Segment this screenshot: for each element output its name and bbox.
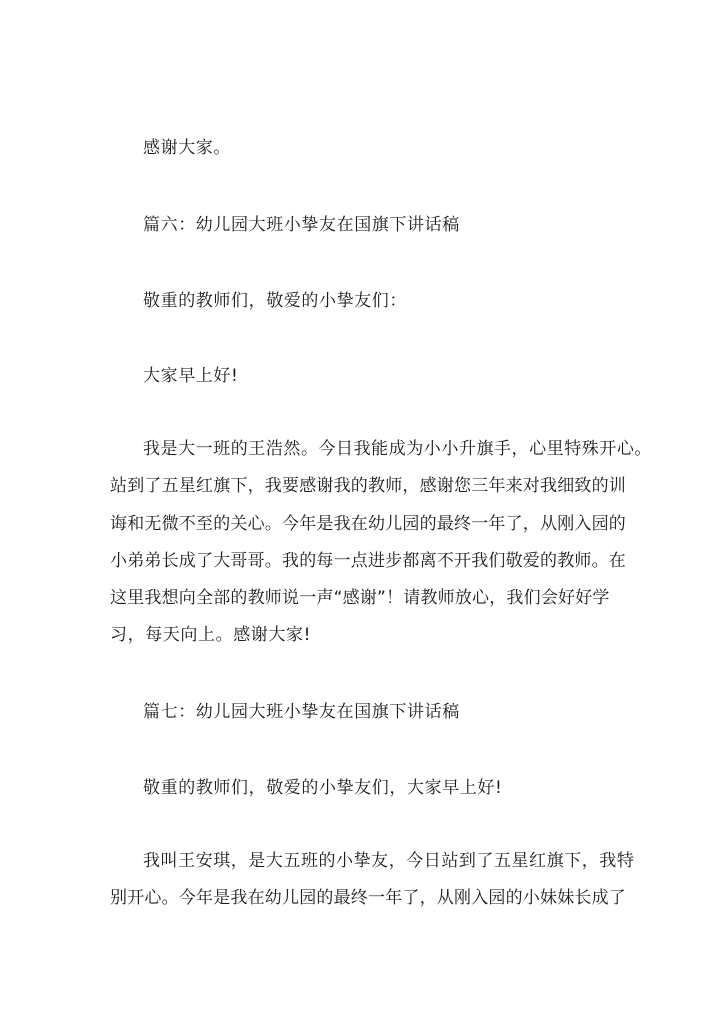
good-morning-paragraph: 大家早上好!	[143, 366, 239, 386]
speech-line: 我叫王安琪，是大五班的小挚友，今日站到了五星红旗下，我特	[143, 851, 635, 871]
speech-line: 站到了五星红旗下，我要感谢我的教师，感谢您三年来对我细致的训	[110, 476, 626, 496]
paragraph-thanks: 感谢大家。	[143, 138, 231, 158]
greeting-paragraph-2: 敬重的教师们，敬爱的小挚友们，大家早上好!	[143, 778, 503, 798]
speech-line: 这里我想向全部的教师说一声“感谢”！请教师放心，我们会好好学	[110, 588, 610, 608]
speech-line: 诲和无微不至的关心。今年是我在幼儿园的最终一年了，从刚入园的	[110, 514, 626, 534]
section-heading-6: 篇六：幼儿园大班小挚友在国旗下讲话稿	[143, 215, 460, 235]
section-heading-7: 篇七：幼儿园大班小挚友在国旗下讲话稿	[143, 702, 460, 722]
speech-line: 习，每天向上。感谢大家!	[110, 625, 312, 645]
speech-line: 我是大一班的王浩然。今日我能成为小小升旗手，心里特殊开心。	[143, 439, 652, 459]
greeting-paragraph: 敬重的教师们，敬爱的小挚友们：	[143, 291, 407, 311]
speech-line: 别开心。今年是我在幼儿园的最终一年了，从刚入园的小妹妹长成了	[110, 888, 626, 908]
speech-line: 小弟弟长成了大哥哥。我的每一点进步都离不开我们敬爱的教师。在	[110, 551, 626, 571]
